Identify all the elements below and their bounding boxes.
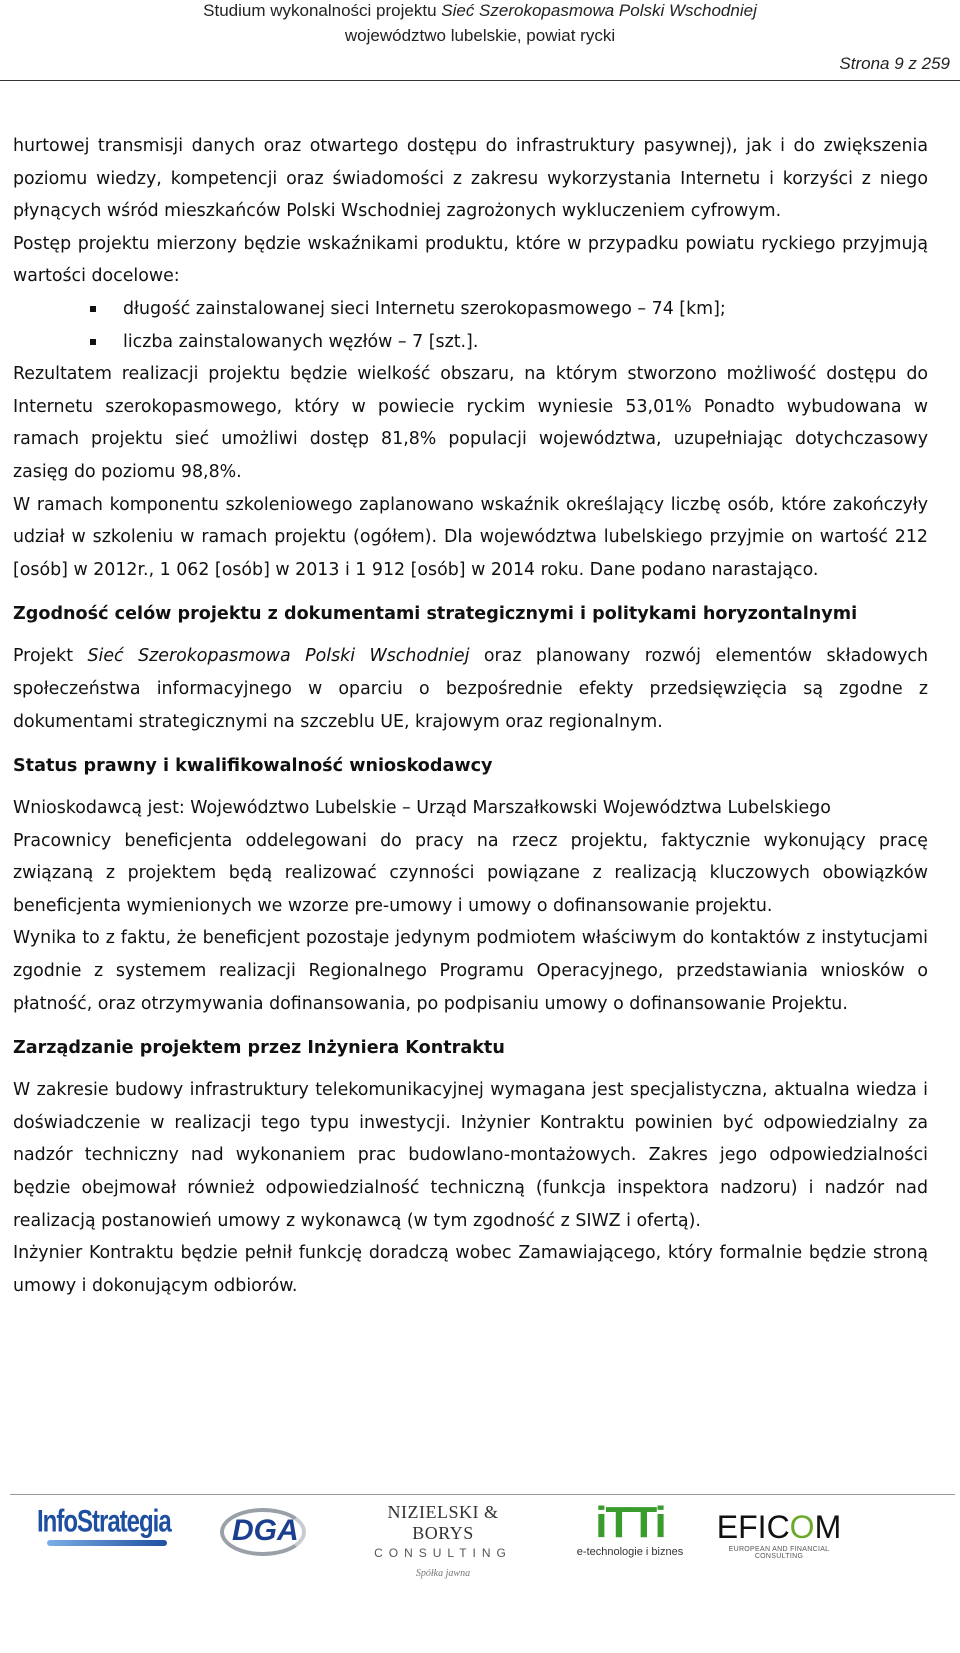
itti-logo-tagline: e-technologie i biznes: [576, 1546, 684, 1558]
header-location: województwo lubelskie, powiat rycki: [344, 26, 616, 45]
paragraph-7: Pracownicy beneficjenta oddelegowani do pracy na rzecz projektu, faktycznie wykonujący pracę związaną z projektem będą realizować czynności powiązane z realizacją kluczowych obowiązków beneficjenta wymienionych we wzorze pre-umowy i umowy o dofinansowanie projektu.: [13, 830, 928, 916]
swoosh-icon: [47, 1540, 167, 1546]
paragraph-8: Wynika to z faktu, że beneficjent pozostaje jedynym podmiotem właściwym do kontaktów z instytucjami zgodnie z systemem realizacji Regionalnego Programu Operacyjnego, przedstawiania wniosków o płatność, oraz otrzymywania dofinansowania, po podpisaniu umowy o dofinansowanie Projektu.: [13, 928, 928, 1014]
eficom-logo-text: [714, 1510, 844, 1544]
section-heading-contract-engineer: Zarządzanie projektem przez Inżyniera Kontraktu: [13, 1038, 505, 1059]
eficom-logo-tagline: EUROPEAN AND FINANCIAL CONSULTING: [728, 1546, 830, 1560]
section-heading-strategy: Zgodność celów projektu z dokumentami strategicznymi i politykami horyzontalnymi: [13, 604, 858, 625]
page-number: Strona 9 z 259: [839, 54, 950, 73]
list-item: [123, 326, 928, 359]
header-divider: [0, 80, 960, 81]
infostrategia-logo-text: InfoStrategia: [37, 1504, 171, 1540]
eficom-logo: [714, 1510, 844, 1570]
paragraph-3: Rezultatem realizacji projektu będzie wielkość obszaru, na którym stworzono możliwość dostępu do Internetu szerokopasmowego, który w powiecie ryckim wyniesie 53,01% Ponadto wybudowana w ramach projektu sieć umożliwi dostęp 81,8% populacji województwa, uzupełniając dotychczasowy zasięg do poziomu 98,8%.: [13, 364, 928, 482]
nizielski-logo-company-type: Spółka jawna: [415, 1568, 471, 1579]
square-bullet-icon: [90, 306, 96, 312]
page-header: [0, 0, 960, 82]
header-study-title: [0, 0, 960, 22]
project-name-italic: Sieć Szerokopasmowa Polski Wschodniej: [87, 646, 470, 667]
paragraph-4: W ramach komponentu szkoleniowego zaplanowano wskaźnik określający liczbę osób, które zakończyły udział w szkoleniu w ramach projektu (ogółem). Dla województwa lubelskiego przyjmie on wartość 212 [osób] w 2012r., 1 062 [osób] w 2013 i 1 912 [osób] w 2014 roku. Dane podano narastająco.: [13, 494, 928, 580]
footer-logos: [0, 1500, 960, 1650]
list-item-text: liczba zainstalowanych węzłów – 7 [szt.].: [123, 331, 479, 352]
list-item: [123, 293, 928, 326]
document-body: [13, 130, 928, 1302]
eficom-logo-part-2: M: [814, 1509, 842, 1545]
eficom-logo-part-1: EFIC: [716, 1509, 790, 1545]
section-heading-legal-status: Status prawny i kwalifikowalność wnioskodawcy: [13, 756, 493, 777]
paragraph-10: Inżynier Kontraktu będzie pełnił funkcję doradczą wobec Zamawiającego, który formalnie będzie stroną umowy i dokonującym odbiorów.: [13, 1243, 928, 1296]
eficom-logo-dot: O: [789, 1509, 815, 1545]
header-study-prefix: Studium wykonalności projektu: [203, 1, 442, 20]
infostrategia-logo: [37, 1500, 177, 1560]
nizielski-logo-name: NIZIELSKI & BORYS: [387, 1502, 499, 1543]
dga-logo-text: DGA: [232, 1514, 299, 1547]
footer-divider: [10, 1494, 955, 1495]
paragraph-6: Wnioskodawcą jest: Województwo Lubelskie – Urząd Marszałkowski Województwa Lubelskiego: [13, 798, 831, 819]
nizielski-borys-logo: [368, 1502, 518, 1579]
paragraph-5-lead: Projekt: [13, 646, 88, 667]
list-item-text: długość zainstalowanej sieci Internetu szerokopasmowego – 74 [km];: [123, 298, 726, 319]
itti-logo-text: iTTi: [595, 1498, 665, 1547]
paragraph-1: hurtowej transmisji danych oraz otwartego dostępu do infrastruktury pasywnej), jak i do zwiększenia poziomu wiedzy, kompetencji oraz świadomości z zakresu wykorzystania Internetu i korzyści z niego płynących wśród mieszkańców Polski Wschodniej zagrożonych wykluczeniem cyfrowym.: [13, 136, 928, 222]
header-project-name: Sieć Szerokopasmowa Polski Wschodniej: [441, 1, 757, 20]
nizielski-logo-consulting: CONSULTING: [374, 1546, 512, 1560]
square-bullet-icon: [90, 339, 96, 345]
paragraph-5-rest: oraz planowany rozwój elementów składowych społeczeństwa informacyjnego w oparciu o bezpośrednie efekty przedsięwzięcia są zgodne z dokumentami strategicznymi na szczeblu UE, krajowym oraz regionalnym.: [13, 646, 929, 732]
paragraph-9: W zakresie budowy infrastruktury telekomunikacyjnej wymagana jest specjalistyczna, aktualna wiedza i doświadczenie w realizacji tego typu inwestycji. Inżynier Kontraktu powinien być odpowiedzialny za nadzór techniczny nad wykonaniem prac budowlano-montażowych. Zakres jego odpowiedzialności będzie obejmował również odpowiedzialność techniczną (funkcja inspektora nadzoru) i nadzór nad realizacją postanowień umowy z wykonawcą (w tym zgodność z SIWZ i ofertą).: [13, 1080, 928, 1231]
itti-logo: [566, 1500, 694, 1560]
dga-logo: [218, 1508, 318, 1568]
indicator-list: [123, 293, 928, 358]
paragraph-5: [13, 640, 928, 738]
paragraph-2: Postęp projektu mierzony będzie wskaźnikami produktu, które w przypadku powiatu ryckiego przyjmują wartości docelowe:: [13, 233, 928, 287]
